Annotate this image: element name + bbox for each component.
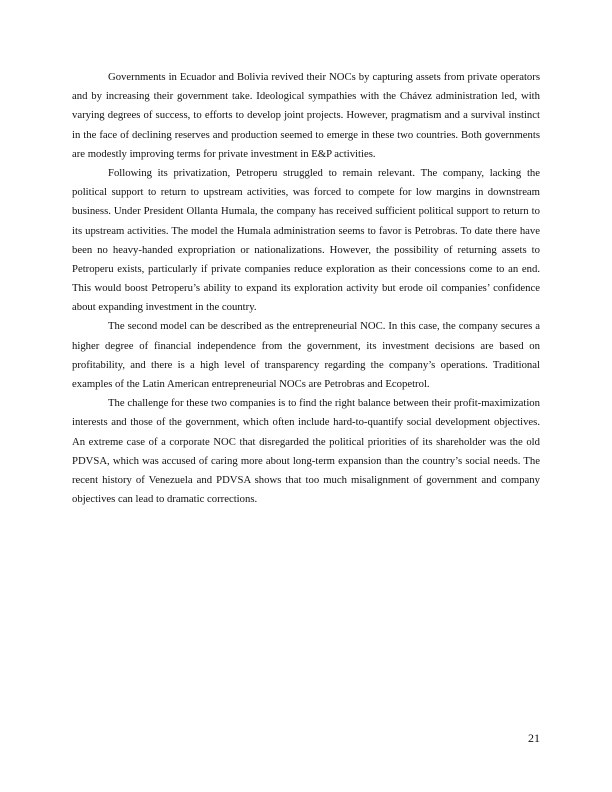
text-line: recent history of Venezuela and PDVSA shows that too much misalignment of government and company — [72, 473, 540, 486]
text-line: Petroperu exists, particularly if private companies reduce exploration as their concessions come to an end. — [72, 262, 540, 275]
paragraph — [72, 317, 540, 394]
text-line: Following its privatization, Petroperu struggled to remain relevant. The company, lacking the — [108, 166, 540, 179]
text-line: The challenge for these two companies is to find the right balance between their profit-maximization — [108, 397, 540, 410]
text-line: about expanding investment in the country. — [72, 301, 257, 314]
text-line: business. Under President Ollanta Humala, the company has received sufficient political support to return to — [72, 205, 540, 218]
text-line: An extreme case of a corporate NOC that disregarded the political priorities of its shareholder was the old — [72, 435, 540, 448]
text-line: objectives can lead to dramatic corrections. — [72, 493, 258, 506]
text-line: are modestly improving terms for private investment in E&P activities. — [72, 147, 376, 160]
text-line: profitability, and there is a high level of transparency regarding the company’s operations. Traditional — [72, 358, 540, 371]
document-body — [72, 68, 540, 509]
text-line: The second model can be described as the entrepreneurial NOC. In this case, the company secures a — [108, 320, 540, 333]
text-line: varying degrees of success, to efforts to develop joint projects. However, pragmatism and a survival instinct — [72, 109, 540, 122]
text-line: Governments in Ecuador and Bolivia revived their NOCs by capturing assets from private operators — [108, 71, 540, 83]
text-line: PDVSA, which was accused of caring more about long-term expansion than the country’s social needs. The — [72, 454, 540, 467]
page-number: 21 — [528, 731, 540, 745]
paragraph — [72, 68, 540, 164]
paragraph — [72, 394, 540, 509]
text-line: interests and those of the government, which often include hard-to-quantify social development objectives. — [72, 416, 540, 429]
text-line: higher degree of financial independence from the government, its investment decisions are based on — [72, 339, 540, 352]
text-line: political support to return to upstream activities, was forced to compete for low margins in downstream — [72, 186, 540, 199]
text-line: in the face of declining reserves and production seemed to emerge in these two countries. Both governments — [72, 128, 540, 141]
text-line: its upstream activities. The model the Humala administration seems to favor is Petrobras. To date there have — [72, 224, 540, 237]
text-line: This would boost Petroperu’s ability to expand its exploration activity but erode oil companies’ confidence — [72, 282, 540, 295]
text-line: and by increasing their government take. Ideological sympathies with the Chávez administration led, with — [72, 90, 540, 103]
text-line: examples of the Latin American entrepreneurial NOCs are Petrobras and Ecopetrol. — [72, 378, 430, 390]
paragraph — [72, 164, 540, 318]
text-line: been no heavy-handed expropriation or nationalizations. However, the possibility of returning assets to — [72, 243, 540, 256]
